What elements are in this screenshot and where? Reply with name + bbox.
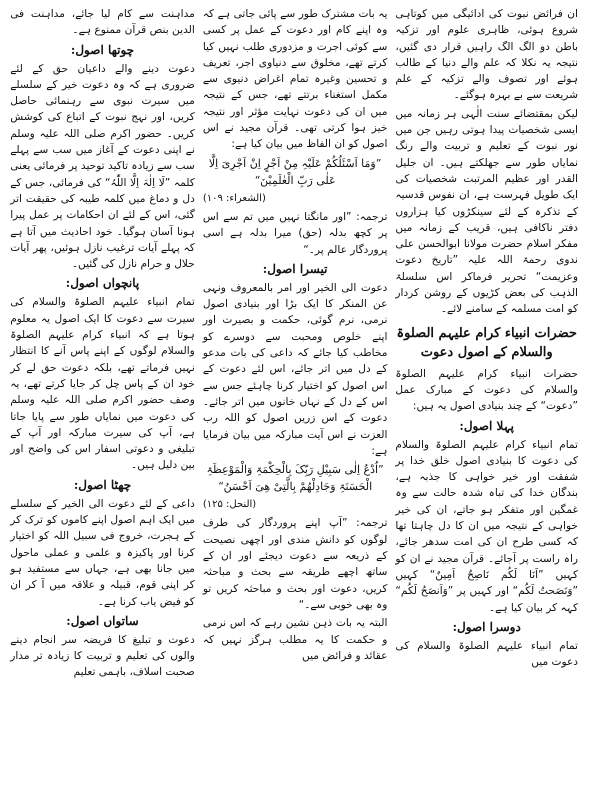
paragraph: البتہ یہ بات ذہن نشین رہے کہ اس نرمی و حکمت کا یہ مطلب ہرگز نہیں کہ عقائد و فرائض میں bbox=[202, 617, 388, 662]
paragraph: مداہنت سے کام لیا جائے، مداہنت فی الدین بنص قرآن ممنوع ہے۔ bbox=[10, 8, 195, 37]
paragraph: لیکن بمقتضائے سنت الٰہی ہر زمانہ میں ایسی شخصیات پیدا ہوتی رہیں جن میں نور نبوت کے تعلیم و تربیت والے رنگ نمایاں طور سے جھلکتے ہیں۔ ان جلیل القدر اور عظیم المرتبت شخصیات کی ایک طویل فہرست ہے، ان نفوس قدسیہ کے تذکرہ کے لئے سینکڑوں کیا ہزاروں دفتر ناکافی ہیں، قریب کے زمانہ میں مفکر اسلام حضرت مولانا ابوالحسن علی ندوی رحمۃ اللہ علیہ ”تاریخ دعوت وعزیمت“ تحریر فرماکر اس سلسلۃ الذہب کی بعض کڑیوں کے روشن کردار کو امت مسلمہ کے سامنے لائے۔ bbox=[395, 107, 578, 316]
text-column-right bbox=[391, 6, 584, 800]
section-heading: دوسرا اصول: bbox=[452, 619, 521, 634]
paragraph: تمام انبیاء علیہم الصلوۃ والسلام کی سیرت سے دعوت کا ایک اصول یہ معلوم ہوتا ہے کہ انبیاء کرام علیہم الصلوۃ والسلام لوگوں کے اپنے پاس آنے کا انتظار نہیں فرماتے تھے، بلکہ دعوت حق لے کر خود ان کے پاس چل کر جایا کرتے تھے، یہ وصف حضور اکرم صلی اللہ علیہ وسلم کی دعوت میں نمایاں طور سے پایا جاتا ہے، آپ کی سیرت مبارکہ اور آپ کے تبلیغی و دعوتی اسفار اس کی واضح اور بین دلیل ہیں۔ bbox=[10, 296, 195, 472]
paragraph: ترجمہ: ”اور مانگتا نہیں میں تم سے اس پر کچھ بدلہ (حق) میرا بدلہ ہے اسی پروردگار عالم پر۔“ bbox=[202, 210, 388, 256]
paragraph: دعوت الی الخیر اور امر بالمعروف ونہی عن المنکر کا ایک بڑا اور بنیادی اصول نرمی، نرم گوئی، حکمت و بصیرت اور اپنے خلوص ومحبت سے دوسرے کو مخاطب کیا جائے کہ داعی کی بات مدعو کے دل میں اتر جائے، اس لئے دعوت کے اس اصول کو اختیار کرنا چاہئے جس سے اس کے دل کے نہاں خانوں میں اتر جائے۔ دعوت کے اس زریں اصول کو اللہ رب العزت نے اس آیت مبارکہ میں بیان فرمایا ہے: bbox=[202, 281, 388, 457]
paragraph: دعوت و تبلیغ کا فریضہ سر انجام دینے والوں کی تعلیم و تربیت کا زیادہ تر مدار صحبت اسلاف، باہمی تعلیم bbox=[10, 633, 195, 679]
section-heading: ساتواں اصول: bbox=[66, 613, 139, 628]
verse-reference: (النحل: ۱۲۵) bbox=[202, 499, 257, 511]
paragraph: داعی کے لئے دعوت الی الخیر کے سلسلے میں ایک اہم اصول اپنے کاموں کو ترک کر کے ہجرت، خروج فی سبیل اللہ کو اختیار کرنا اور پاکیزہ و علمی و عملی ماحول میں جانا بھی ہے، جہاں سے مستفید ہو کر اپنی قوم، قبیلہ و علاقہ میں آ کر ان کو فیض یاب کرنا ہے۔ bbox=[10, 497, 195, 608]
paragraph: حضرات انبیاء کرام علیہم الصلوۃ والسلام کی دعوت کے مبارک عمل ”دعوت“ کے چند بنیادی اصول یہ ہیں: bbox=[395, 367, 578, 413]
section-heading: چھٹا اصول: bbox=[73, 477, 132, 492]
verse-reference: (الشعراء: ۱۰۹) bbox=[202, 192, 266, 204]
paragraph: ترجمہ: ”آپ اپنے پروردگار کی طرف لوگوں کو دانش مندی اور اچھی نصیحت کے ذریعہ سے دعوت دیجئے اور ان کے ساتھ اچھے طریقہ سے بحث و مباحثہ کریں، دعوت اور بحث و مباحثہ کریں تو وہ بھی خوبی سے۔“ bbox=[202, 517, 388, 611]
section-heading: پانچواں اصول: bbox=[65, 276, 140, 291]
quran-verse: ”وَمَا اَسْئَلُکُمْ عَلَیْہِ مِنْ اَجْرٍ اِنْ اَجْرِیَ اِلَّا عَلٰی رَبِّ الْعٰلَمِیْنَ“ bbox=[208, 156, 382, 187]
paragraph: یہ بات مشترک طور سے پائی جاتی ہے کہ وہ اپنے کام اور دعوت کے عمل پر کسی سے کوئی اجرت و مزدوری طلب نہیں کیا کرتے تھے، مخلوق سے دنیاوی اجر، تعریف و تحسین وغیرہ تمام اغراض دنیوی سے مکمل استغناء برتتے تھے، جس کے نتیجہ میں ان کی دعوت نہایت مؤثر اور نتیجہ خیز ہوا کرتی تھی۔ قرآن مجید نے اس اصول کو ان الفاظ میں بیان کیا ہے: bbox=[202, 8, 388, 151]
text-column-left bbox=[6, 6, 199, 800]
section-heading: چوتھا اصول: bbox=[70, 42, 135, 57]
paragraph: دعوت دینے والے داعیان حق کے لئے ضروری ہے کہ وہ دعوت خیر کے سلسلے میں سیرت نبوی سے رہنمائی حاصل کریں، اور نہج نبوت کے اتباع کی کوشش کریں۔ حضور اکرم صلی اللہ علیہ وسلم نے اپنی دعوت کے آغاز میں سب سے پہلے سب سے زیادہ تاکید توحید پر فرمائی یعنی کلمہ ”لَا اِلٰہَ اِلَّا اللّٰہُ“ کی فرمائی، جس کے دل و دماغ میں کلمہ طیبہ کی حقیقت اتر گئی، اس کے لئے ان احکامات پر عمل پیرا ہونا آسان ہوگیا۔ خود احادیث میں آتا ہے کہ پہلے آیات ترغیب نازل ہوئیں، پھر آیات حلال و حرام نازل کی گئیں۔ bbox=[10, 62, 195, 271]
section-heading: تیسرا اصول: bbox=[262, 261, 328, 276]
section-heading: پہلا اصول: bbox=[459, 418, 514, 433]
paragraph: ان فرائض نبوت کی ادائیگی میں کوتاہی شروع ہوئی، ظاہری علوم اور تزکیہ باطن دو الگ الگ راہیں قرار دی گئیں، نتیجہ یہ نکلا کہ علم والے دنیا کے طالب ہوئے اور تصوف والے تزکیہ کے علم شریعت سے بے بہرہ ہوگئے۔ bbox=[395, 8, 578, 102]
section-heading: حضرات انبیاء کرام علیہم الصلوۃ والسلام کے اصول دعوت bbox=[396, 325, 577, 360]
paragraph: تمام انبیاء علیہم الصلوۃ والسلام کی دعوت میں bbox=[395, 639, 578, 669]
quran-verse: ”اُدْعُ اِلٰی سَبِیْلِ رَبِّکَ بِالْحِکْمَۃِ وَالْمَوْعِظَۃِ الْحَسَنَۃِ وَجَادِلْھُمْ بِالَّتِیْ ھِیَ اَحْسَنُ“ bbox=[206, 463, 384, 494]
text-column-middle bbox=[199, 6, 392, 800]
paragraph: تمام انبیاء کرام علیہم الصلوۃ والسلام کی دعوت کا بنیادی اصول خلق خدا پر شفقت اور خیر خواہی کا جذبہ ہے، بندگان خدا کی تباہ شدہ حالت سے وہ غمگین اور متفکر ہو جاتے، ان کی خیر خواہی کے نتیجہ میں ان کا دل چاہتا تھا کہ کسی طرح ان کی امت سدھر جائے، راہ راست پر آجائے۔ قرآن مجید نے ان کو کہیں ”اَنَا لَکُم نَاصِحٌ اَمِینٌ“ کہیں ”وَنَصَحتُ لَکُم“ اور کہیں پر ”وَاَنصَحُ لَکُم“ کہہ کر بیان کیا ہے۔ bbox=[395, 438, 578, 614]
